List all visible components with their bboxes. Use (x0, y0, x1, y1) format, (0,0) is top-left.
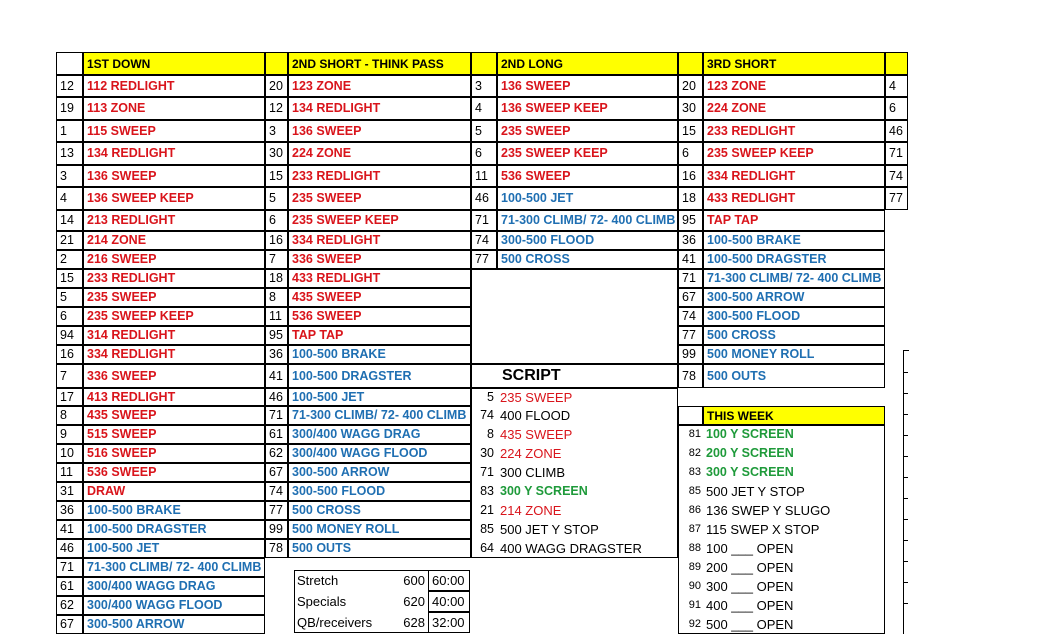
play-name: 235 SWEEP KEEP (288, 210, 471, 231)
empty-block (471, 269, 678, 364)
play-name: 233 REDLIGHT (288, 165, 471, 187)
play-number: 4 (471, 97, 497, 120)
play-number: 16 (678, 165, 703, 187)
play-number: 21 (56, 231, 83, 250)
play-number: 6 (471, 142, 497, 165)
play-number: 12 (265, 97, 288, 120)
play-name: 235 SWEEP (83, 288, 265, 307)
play-name: 500 OUTS (288, 539, 471, 558)
play-number: 46 (885, 120, 908, 142)
this-week-number: 90 (688, 580, 701, 592)
this-week-title: THIS WEEK (703, 406, 885, 425)
play-name: 433 REDLIGHT (288, 269, 471, 288)
play-name: 500 CROSS (703, 326, 885, 345)
play-number: 71 (56, 558, 83, 577)
script-number: 64 (480, 541, 494, 556)
play-name: 113 ZONE (83, 97, 265, 120)
play-number: 99 (265, 520, 288, 539)
play-name: 300/400 WAGG DRAG (83, 577, 265, 596)
script-number: 5 (487, 389, 494, 404)
script-play: 214 ZONE (500, 503, 562, 518)
this-week-play: 200 ___ OPEN (706, 560, 794, 575)
play-number: 77 (265, 501, 288, 520)
play-number: 5 (471, 120, 497, 142)
play-name: 136 SWEEP (288, 120, 471, 142)
play-number: 2 (56, 250, 83, 269)
play-number: 99 (678, 345, 703, 364)
schedule-label: QB/receivers (297, 615, 373, 630)
header-blank-cell (471, 52, 497, 75)
play-name: 100-500 DRAGSTER (288, 364, 471, 388)
play-number: 95 (265, 326, 288, 345)
script-play: 300 CLIMB (500, 465, 566, 480)
play-name: 336 SWEEP (288, 250, 471, 269)
script-play: 300 Y SCREEN (500, 484, 588, 499)
play-name: 536 SWEEP (497, 165, 678, 187)
this-week-frame (678, 425, 885, 634)
play-number: 77 (885, 187, 908, 210)
play-number: 3 (471, 75, 497, 97)
script-play: 500 JET Y STOP (500, 522, 599, 537)
play-name: 300-500 FLOOD (288, 482, 471, 501)
play-name: 235 SWEEP (497, 120, 678, 142)
play-number: 36 (56, 501, 83, 520)
right-edge-tick (903, 603, 908, 604)
play-number: 16 (265, 231, 288, 250)
play-name: 235 SWEEP KEEP (83, 307, 265, 326)
play-name: 216 SWEEP (83, 250, 265, 269)
play-number: 62 (56, 596, 83, 615)
play-name: 112 REDLIGHT (83, 75, 265, 97)
play-name: 224 ZONE (703, 97, 885, 120)
column-header: 2ND LONG (497, 52, 678, 75)
play-number: 46 (56, 539, 83, 558)
this-week-blank (678, 406, 703, 425)
this-week-number: 83 (688, 466, 701, 478)
play-number: 11 (471, 165, 497, 187)
play-name: 100-500 BRAKE (83, 501, 265, 520)
play-name: 136 SWEEP (497, 75, 678, 97)
play-name: 71-300 CLIMB/ 72- 400 CLIMB (83, 558, 265, 577)
play-name: 435 SWEEP (83, 406, 265, 425)
header-blank-cell (885, 52, 908, 75)
right-edge-tick (903, 540, 908, 541)
play-name: 224 ZONE (288, 142, 471, 165)
play-number: 61 (265, 425, 288, 444)
this-week-play: 300 ___ OPEN (706, 579, 794, 594)
play-name: 516 SWEEP (83, 444, 265, 463)
play-number: 71 (265, 406, 288, 425)
play-name: 433 REDLIGHT (703, 187, 885, 210)
play-name: 100-500 BRAKE (288, 345, 471, 364)
play-name: 300-500 FLOOD (703, 307, 885, 326)
play-number: 10 (56, 444, 83, 463)
play-name: 500 OUTS (703, 364, 885, 388)
this-week-number: 81 (688, 428, 701, 440)
play-number: 74 (885, 165, 908, 187)
play-number: 20 (678, 75, 703, 97)
play-number: 41 (265, 364, 288, 388)
this-week-number: 91 (688, 599, 701, 611)
play-number: 71 (678, 269, 703, 288)
play-number: 6 (265, 210, 288, 231)
play-name: 100-500 DRAGSTER (703, 250, 885, 269)
play-name: 235 SWEEP KEEP (497, 142, 678, 165)
play-name: 235 SWEEP KEEP (703, 142, 885, 165)
play-name: 71-300 CLIMB/ 72- 400 CLIMB (497, 210, 678, 231)
schedule-number: 600 (403, 573, 425, 588)
script-frame (471, 388, 678, 558)
script-number: 85 (480, 522, 494, 537)
play-name: TAP TAP (703, 210, 885, 231)
schedule-time: 32:00 (428, 612, 470, 633)
play-name: 334 REDLIGHT (288, 231, 471, 250)
play-name: 100-500 JET (497, 187, 678, 210)
script-number: 71 (480, 465, 494, 480)
schedule-frame (294, 570, 470, 633)
column-header: 3RD SHORT (703, 52, 885, 75)
header-blank-cell (265, 52, 288, 75)
schedule-time: 40:00 (428, 591, 470, 612)
play-number: 67 (265, 463, 288, 482)
play-number: 30 (265, 142, 288, 165)
schedule-number: 620 (403, 594, 425, 609)
play-number: 15 (265, 165, 288, 187)
script-number: 21 (480, 503, 494, 518)
script-play: 400 FLOOD (500, 408, 571, 423)
play-number: 4 (885, 75, 908, 97)
right-edge-tick (903, 582, 908, 583)
this-week-play: 500 JET Y STOP (706, 484, 805, 499)
play-number: 41 (678, 250, 703, 269)
play-number: 19 (56, 97, 83, 120)
this-week-play: 100 Y SCREEN (706, 427, 794, 442)
right-edge-tick (903, 498, 908, 499)
play-number: 6 (56, 307, 83, 326)
this-week-number: 89 (688, 561, 701, 573)
play-name: 100-500 JET (83, 539, 265, 558)
script-number: 8 (487, 427, 494, 442)
play-name: 235 SWEEP (288, 187, 471, 210)
play-number: 74 (471, 231, 497, 250)
play-number: 11 (265, 307, 288, 326)
play-name: 71-300 CLIMB/ 72- 400 CLIMB (703, 269, 885, 288)
script-number: 74 (480, 408, 494, 423)
play-number: 61 (56, 577, 83, 596)
this-week-number: 85 (688, 485, 701, 497)
play-name: DRAW (83, 482, 265, 501)
play-name: 413 REDLIGHT (83, 388, 265, 406)
script-number: 83 (480, 484, 494, 499)
play-name: 500 CROSS (288, 501, 471, 520)
right-edge-tick (903, 414, 908, 415)
this-week-number: 86 (688, 504, 701, 516)
play-number: 3 (265, 120, 288, 142)
play-name: 100-500 DRAGSTER (83, 520, 265, 539)
this-week-number: 92 (688, 618, 701, 630)
this-week-play: 136 SWEP Y SLUGO (706, 503, 831, 518)
play-name: 500 CROSS (497, 250, 678, 269)
header-blank-cell (56, 52, 83, 75)
right-edge-tick (903, 456, 908, 457)
play-name: 214 ZONE (83, 231, 265, 250)
play-name: 233 REDLIGHT (703, 120, 885, 142)
column-header: 1ST DOWN (83, 52, 265, 75)
schedule-label: Stretch (297, 573, 339, 588)
play-number: 14 (56, 210, 83, 231)
play-name: 334 REDLIGHT (703, 165, 885, 187)
play-name: TAP TAP (288, 326, 471, 345)
schedule-time: 60:00 (428, 570, 470, 591)
play-number: 46 (471, 187, 497, 210)
play-number: 12 (56, 75, 83, 97)
play-name: 300/400 WAGG FLOOD (83, 596, 265, 615)
play-name: 536 SWEEP (288, 307, 471, 326)
script-play: 224 ZONE (500, 446, 562, 461)
play-name: 136 SWEEP KEEP (497, 97, 678, 120)
script-play: 400 WAGG DRAGSTER (500, 541, 642, 556)
column-header: 2ND SHORT - THINK PASS (288, 52, 471, 75)
this-week-play: 100 ___ OPEN (706, 541, 794, 556)
this-week-play: 500 ___ OPEN (706, 617, 794, 632)
right-edge-tick (903, 372, 908, 373)
play-name: 300-500 ARROW (703, 288, 885, 307)
play-name: 300-500 ARROW (288, 463, 471, 482)
play-name: 100-500 BRAKE (703, 231, 885, 250)
play-number: 1 (56, 120, 83, 142)
play-name: 515 SWEEP (83, 425, 265, 444)
play-number: 6 (678, 142, 703, 165)
this-week-play: 200 Y SCREEN (706, 446, 794, 461)
right-edge-tick (903, 435, 908, 436)
play-number: 6 (885, 97, 908, 120)
right-edge-tick (903, 477, 908, 478)
play-number: 78 (265, 539, 288, 558)
play-name: 71-300 CLIMB/ 72- 400 CLIMB (288, 406, 471, 425)
play-name: 134 REDLIGHT (83, 142, 265, 165)
play-number: 62 (265, 444, 288, 463)
this-week-play: 115 SWEP X STOP (706, 522, 820, 537)
play-name: 115 SWEEP (83, 120, 265, 142)
this-week-number: 82 (688, 447, 701, 459)
play-name: 134 REDLIGHT (288, 97, 471, 120)
header-blank-cell (678, 52, 703, 75)
play-number: 20 (265, 75, 288, 97)
script-play: 435 SWEEP (500, 427, 573, 442)
play-number: 8 (265, 288, 288, 307)
play-number: 95 (678, 210, 703, 231)
play-name: 500 MONEY ROLL (703, 345, 885, 364)
script-title: SCRIPT (471, 364, 678, 388)
play-number: 31 (56, 482, 83, 501)
play-number: 17 (56, 388, 83, 406)
play-name: 314 REDLIGHT (83, 326, 265, 345)
play-name: 536 SWEEP (83, 463, 265, 482)
play-number: 15 (56, 269, 83, 288)
play-number: 71 (471, 210, 497, 231)
this-week-play: 400 ___ OPEN (706, 598, 794, 613)
play-number: 74 (678, 307, 703, 326)
play-name: 213 REDLIGHT (83, 210, 265, 231)
play-number: 77 (471, 250, 497, 269)
play-number: 41 (56, 520, 83, 539)
play-number: 18 (678, 187, 703, 210)
play-number: 18 (265, 269, 288, 288)
play-name: 300-500 ARROW (83, 615, 265, 634)
play-number: 36 (265, 345, 288, 364)
play-name: 334 REDLIGHT (83, 345, 265, 364)
play-name: 300-500 FLOOD (497, 231, 678, 250)
play-number: 9 (56, 425, 83, 444)
play-name: 500 MONEY ROLL (288, 520, 471, 539)
script-number: 30 (480, 446, 494, 461)
right-edge-tick (903, 561, 908, 562)
play-name: 435 SWEEP (288, 288, 471, 307)
play-number: 78 (678, 364, 703, 388)
play-number: 94 (56, 326, 83, 345)
play-number: 36 (678, 231, 703, 250)
play-number: 46 (265, 388, 288, 406)
right-edge-tick (903, 393, 908, 394)
play-name: 300/400 WAGG DRAG (288, 425, 471, 444)
play-name: 100-500 JET (288, 388, 471, 406)
play-name: 336 SWEEP (83, 364, 265, 388)
play-number: 30 (678, 97, 703, 120)
play-number: 74 (265, 482, 288, 501)
play-number: 5 (265, 187, 288, 210)
schedule-number: 628 (403, 615, 425, 630)
schedule-label: Specials (297, 594, 347, 609)
play-number: 67 (678, 288, 703, 307)
play-number: 5 (56, 288, 83, 307)
play-name: 300/400 WAGG FLOOD (288, 444, 471, 463)
script-play: 235 SWEEP (500, 389, 573, 405)
this-week-number: 87 (688, 523, 701, 535)
play-number: 3 (56, 165, 83, 187)
play-number: 7 (265, 250, 288, 269)
play-number: 16 (56, 345, 83, 364)
this-week-number: 88 (688, 542, 701, 554)
play-name: 123 ZONE (703, 75, 885, 97)
play-name: 136 SWEEP (83, 165, 265, 187)
this-week-play: 300 Y SCREEN (706, 465, 794, 480)
play-name: 233 REDLIGHT (83, 269, 265, 288)
play-number: 13 (56, 142, 83, 165)
play-number: 71 (885, 142, 908, 165)
play-number: 11 (56, 463, 83, 482)
play-name: 123 ZONE (288, 75, 471, 97)
play-number: 4 (56, 187, 83, 210)
play-number: 7 (56, 364, 83, 388)
play-name: 136 SWEEP KEEP (83, 187, 265, 210)
play-number: 67 (56, 615, 83, 634)
play-number: 77 (678, 326, 703, 345)
play-number: 8 (56, 406, 83, 425)
play-number: 15 (678, 120, 703, 142)
right-edge-tick (903, 519, 908, 520)
